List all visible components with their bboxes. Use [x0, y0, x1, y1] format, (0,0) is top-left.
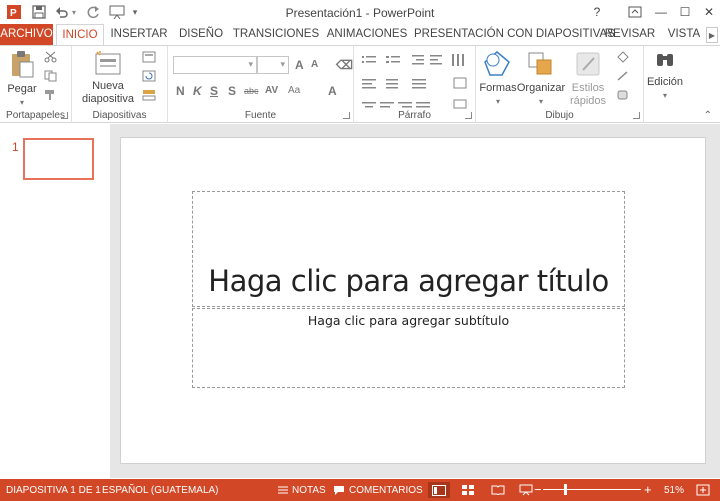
shape-effects-icon[interactable] [616, 89, 630, 101]
editing-button[interactable] [644, 50, 686, 102]
window-title: Presentación1 - PowerPoint [285, 6, 435, 20]
format-painter-icon[interactable] [44, 89, 58, 101]
slide-editor [110, 124, 720, 478]
arrange-dropdown-icon: ▾ [538, 97, 543, 106]
ribbon-display-options-button[interactable] [624, 2, 646, 22]
zoom-slider-thumb[interactable] [564, 484, 567, 495]
tab-inicio[interactable]: INICIO [56, 24, 104, 46]
copy-icon[interactable] [44, 70, 58, 82]
group-slides [72, 46, 168, 123]
reset-slide-icon[interactable] [142, 70, 156, 82]
ribbon-tabs [0, 24, 720, 45]
section-icon[interactable] [142, 89, 156, 101]
subtitle-placeholder-text: Haga clic para agregar subtítulo [307, 313, 510, 328]
editing-dropdown-icon: ▾ [662, 91, 667, 100]
drawing-launcher-icon[interactable] [633, 112, 640, 119]
paragraph-launcher-icon[interactable] [465, 112, 472, 119]
change-case-button[interactable]: Aa [288, 85, 301, 96]
font-color-button[interactable]: A [328, 84, 337, 98]
minimize-button[interactable]: — [655, 5, 667, 19]
group-editing [644, 46, 690, 123]
collapse-ribbon-icon[interactable]: ⌃ [703, 110, 712, 121]
font-group-label: Fuente [244, 110, 277, 121]
clipboard-launcher-icon[interactable] [61, 112, 68, 119]
paste-icon [9, 50, 35, 78]
clipboard-group-label: Portapapeles [6, 110, 65, 121]
clear-format-icon[interactable]: ⌫ [336, 58, 353, 72]
slide-count-status[interactable]: DIAPOSITIVA 1 DE 1 [6, 485, 101, 496]
new-slide-icon [94, 50, 122, 76]
undo-dropdown-icon[interactable]: ▾ [71, 7, 76, 17]
italic-button[interactable]: K [193, 84, 202, 98]
shapes-icon [483, 50, 513, 78]
new-slide-label-2: diapositiva [82, 93, 134, 105]
underline-button[interactable]: S [210, 84, 219, 98]
normal-view-icon[interactable] [428, 482, 450, 498]
comments-icon [332, 482, 346, 498]
new-slide-button[interactable] [74, 50, 142, 106]
tab-presentacion[interactable]: PRESENTACIÓN CON DIAPOSITIVAS [414, 28, 615, 40]
reading-view-icon[interactable] [488, 482, 508, 498]
tab-revisar[interactable]: REVISAR [604, 28, 656, 40]
restore-button[interactable]: ☐ [679, 5, 691, 19]
bold-button[interactable]: N [176, 84, 185, 98]
paste-label: Pegar [7, 83, 37, 95]
slide-thumbnail-number: 1 [12, 140, 19, 154]
fit-to-window-icon[interactable] [694, 482, 712, 498]
slide-thumbnail-pane [0, 124, 110, 478]
font-size-combo[interactable] [257, 56, 289, 74]
tab-insertar[interactable]: INSERTAR [110, 28, 168, 40]
quick-styles-label-2: rápidos [569, 95, 607, 107]
tab-transiciones[interactable]: TRANSICIONES [232, 28, 320, 40]
quick-styles-button[interactable] [566, 50, 610, 108]
tab-diseno[interactable]: DISEÑO [178, 28, 224, 40]
tab-archivo[interactable]: ARCHIVO [0, 24, 53, 45]
group-clipboard [0, 46, 72, 123]
char-spacing-button[interactable]: AV [265, 85, 279, 96]
notes-icon [276, 482, 290, 498]
arrange-label: Organizar [516, 82, 566, 94]
status-bar [0, 479, 720, 501]
group-paragraph [354, 46, 476, 123]
group-drawing [476, 46, 644, 123]
slide-canvas[interactable] [120, 137, 706, 464]
font-family-combo[interactable] [173, 56, 257, 74]
drawing-group-label: Dibujo [545, 110, 574, 121]
shrink-font-icon[interactable]: A [311, 59, 319, 70]
grow-font-icon[interactable]: A [295, 58, 304, 72]
subtitle-placeholder[interactable] [192, 308, 625, 388]
paste-button[interactable] [4, 50, 40, 109]
close-button[interactable]: ✕ [703, 5, 715, 19]
binoculars-icon [655, 50, 675, 72]
slideshow-view-icon[interactable] [516, 482, 536, 498]
slide-thumbnail[interactable] [23, 138, 94, 180]
paragraph-tools-icon[interactable] [358, 52, 474, 112]
comments-button[interactable]: COMENTARIOS [349, 485, 423, 496]
shadow-button[interactable]: S [228, 84, 237, 98]
group-font [168, 46, 354, 123]
title-placeholder[interactable] [192, 191, 625, 307]
arrange-button[interactable] [516, 50, 566, 108]
paste-dropdown-icon: ▾ [19, 98, 24, 107]
quick-styles-icon [574, 50, 602, 78]
zoom-slider[interactable] [543, 489, 641, 490]
notes-button[interactable]: NOTAS [292, 485, 326, 496]
zoom-in-button[interactable]: + [644, 482, 652, 497]
tab-vista[interactable]: VISTA [667, 28, 701, 40]
slides-group-label: Diapositivas [92, 110, 147, 121]
paragraph-group-label: Párrafo [398, 110, 431, 121]
arrange-icon [527, 50, 555, 78]
svg-text:P: P [10, 8, 17, 19]
zoom-out-button[interactable]: − [534, 482, 542, 497]
layout-icon[interactable] [142, 51, 156, 63]
language-status[interactable]: ESPAÑOL (GUATEMALA) [102, 485, 219, 496]
shapes-button[interactable] [478, 50, 518, 108]
font-launcher-icon[interactable] [343, 112, 350, 119]
tabs-scroll-right-icon[interactable]: ▶ [706, 27, 718, 43]
customize-qat-icon[interactable]: ▾ [132, 6, 138, 17]
shape-outline-icon[interactable] [616, 70, 630, 82]
shapes-dropdown-icon: ▾ [495, 97, 500, 106]
help-button[interactable]: ? [593, 5, 601, 19]
tab-animaciones[interactable]: ANIMACIONES [326, 28, 408, 40]
new-slide-label-1: Nueva [92, 80, 124, 92]
ribbon [0, 45, 720, 123]
shape-fill-icon[interactable] [616, 51, 630, 63]
cut-icon[interactable] [44, 51, 58, 63]
title-placeholder-text: Haga clic para agregar título [208, 264, 609, 298]
slide-sorter-icon[interactable] [458, 482, 478, 498]
shapes-label: Formas [479, 82, 517, 94]
zoom-level[interactable]: 51% [664, 485, 685, 496]
title-bar [0, 0, 720, 24]
quick-styles-label-1: Estilos [571, 82, 605, 94]
strikethrough-button[interactable]: abc [244, 86, 259, 96]
editing-label: Edición [646, 76, 684, 88]
